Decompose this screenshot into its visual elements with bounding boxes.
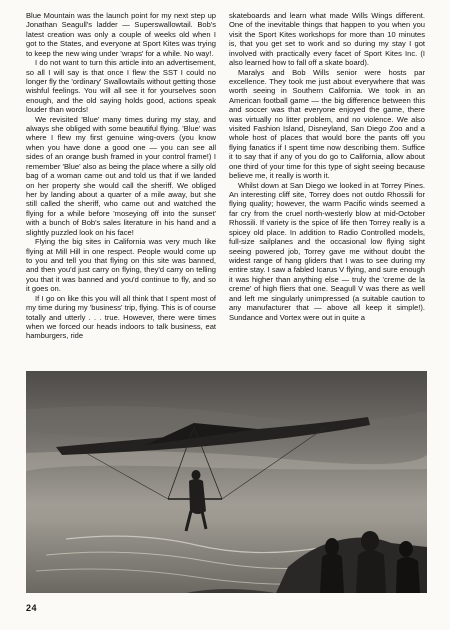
page-number: 24 — [26, 603, 38, 613]
paragraph: If I go on like this you will all think that I spent most of my time during my 'business' trip, flying. This is of course totally and utterly . . . true. However, there were times when we forced our heads indoors to talk business, eat hamburgers, ride — [26, 293, 216, 341]
hang-glider-photo — [26, 371, 427, 593]
paragraph: Flying the big sites in California was very much like flying at Mill Hill in one respect. People would come up to you and tell you that flying on this site was banned, and then you'd just carry on flying, they'd carry on telling you that it was banned and you'd continue to fly, and so it goes on. — [26, 237, 216, 294]
paragraph: Blue Mountain was the launch point for my next step up Jonathan Seagull's ladder — Superswallowtail. Bob's latest creation was only a couple of weeks old when I got to the States, and everyone at Sport Kites was trying to keep the new wing under 'wraps' for a while. No way!. — [26, 11, 216, 58]
paragraph: Whilst down at San Diego we looked in at Torrey Pines. An interesting cliff site, Torrey does not outdo Rhossili for flying quality; however, the warm Pacific winds seemed a far cry from the cruel north-westerly blow at mid-October Rhossili. If variety is the spice of life then Torrey really is a spicey old place. In addition to Radio Controlled models, full-size sailplanes and the occasional low flying sight seeing powered job, Torrey gave me without doubt the widest range of hang gliders that I was to see during my entire stay. I saw a fabled Icarus V flying, and sure enough it was higher than anything else — truly the 'creme de la creme' of high fliers that one. Seagull V was there as well and left me singularly unimpressed (a suitable caution to any manufacturer that — above all keep it simple!). Sundance and Vortex were out in quite a — [229, 180, 425, 322]
left-column — [26, 11, 216, 341]
paragraph: We revisited 'Blue' many times during my stay, and always she obliged with some beautiful flying. 'Blue' was where I flew my first genuine wing-overs (you know when you have done a good one — you can see all sides of an orange bush framed in your control frame!) I remember 'Blue' also as being the place where a silly old bag of a woman came out and told us that if we landed on her property she would call the sheriff. We obliged her by landing about a quarter of a mile away, but she still called the sheriff, who came out and watched the flying for a while before 'moseying off into the sunset' with a bunch of Bob's sales literature in his hand and a slightly puzzled look on his face! — [26, 114, 216, 237]
paragraph: Maralys and Bob Wills senior were hosts par excellence. They took me just about everywhere that was worth seeing in Southern California. We took in an American football game — the big difference between this and soccer was that everyone enjoyed the game, there was virtually no litter problem, and no violence. We also visited Fashion Island, Disneyland, San Diego Zoo and a whole host of places that would bore the pants off you flying fanatics if I spent time now describing them. Suffice it to say that if any of you do go to California, allow about one third of your time for this type of sight seeing because believe me, it really is worth it. — [229, 67, 425, 181]
paragraph: skateboards and learn what made Wills Wings different. One of the inevitable things that happen to you when you visit the Sport Kites workshops for more than 10 minutes is, that you get set to work and so during my stay I got involved with practically every facet of Sport Kites Inc. (I also learned how to fall off a skate board). — [229, 11, 425, 68]
hang-glider-photo-drawing — [26, 371, 427, 593]
right-column — [229, 11, 425, 322]
paragraph: I do not want to turn this article into an advertisement, so all I will say is that once I flew the SST I could no longer fly the 'ordinary' Swallowtails without getting those wishful feelings. You will all see it for yourselves soon enough, and the old saying holds good, actions speak louder than words! — [26, 58, 216, 115]
